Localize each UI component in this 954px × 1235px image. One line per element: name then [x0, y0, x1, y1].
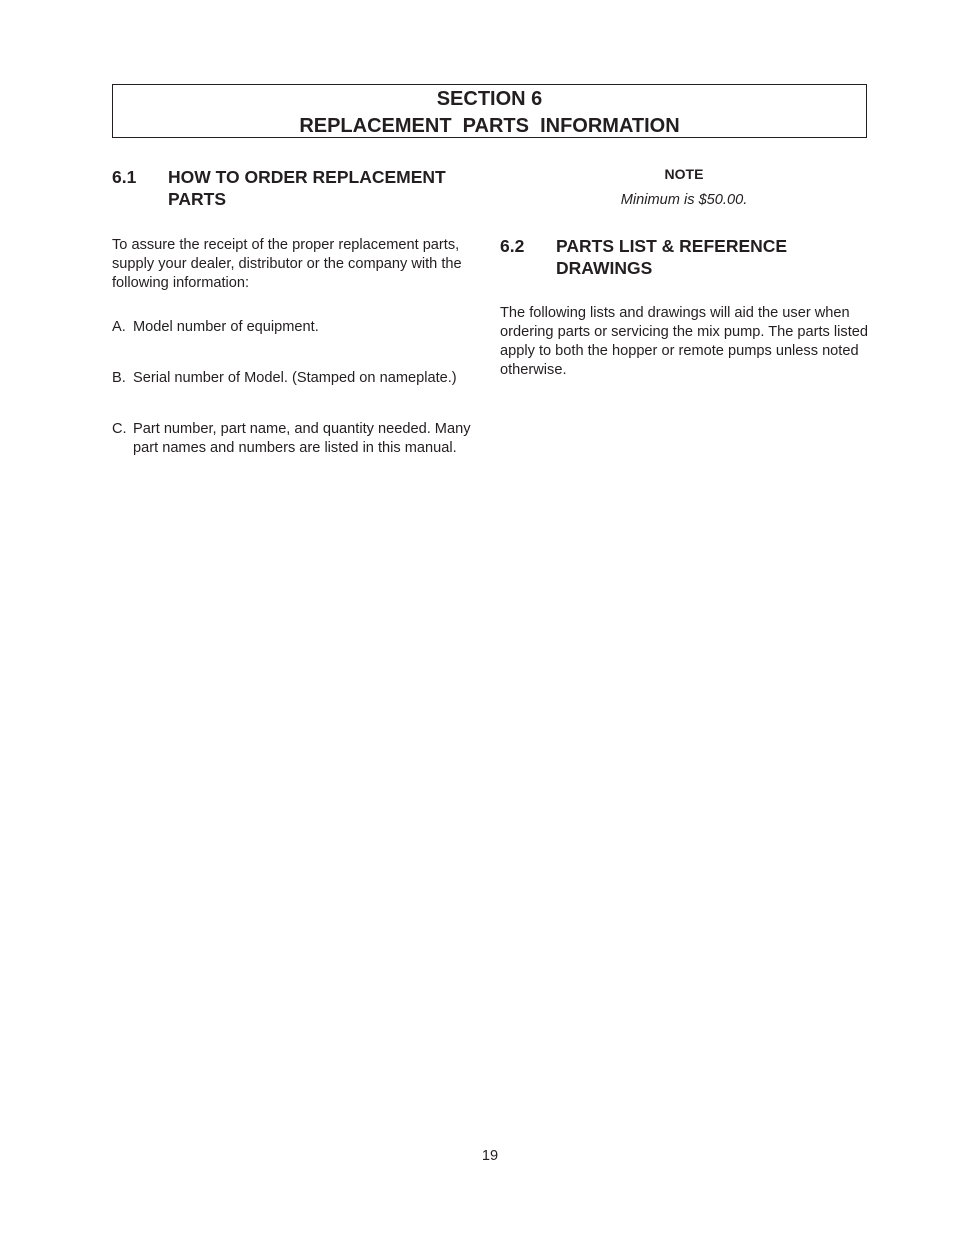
order-item-a-letter: A. — [112, 319, 126, 335]
order-item-c-text: Part number, part name, and quantity needed. Many part names and numbers are listed in this manual. — [133, 421, 471, 456]
order-item-b-text: Serial number of Model. (Stamped on nameplate.) — [133, 370, 457, 386]
order-item-a — [112, 318, 488, 337]
section-header-box — [112, 84, 867, 138]
order-item-c — [112, 420, 488, 458]
note-text: Minimum is $50.00. — [620, 192, 748, 208]
section-title-heading: REPLACEMENT PARTS INFORMATION — [299, 115, 680, 137]
section-number-heading: SECTION 6 — [436, 88, 543, 110]
right-column — [500, 166, 876, 380]
note-label: NOTE — [664, 166, 704, 182]
left-column — [112, 166, 488, 458]
order-item-b-letter: B. — [112, 370, 126, 386]
section-6-2-number: 6.2 — [500, 236, 525, 256]
order-item-a-text: Model number of equipment. — [133, 319, 319, 335]
section-6-2-title: PARTS LIST & REFERENCE DRAWINGS — [556, 236, 788, 278]
parts-list-paragraph: The following lists and drawings will aid the user when ordering parts or servicing the mix pump. The parts listed apply to both the hopper or remote pumps unless noted otherwise. — [500, 305, 868, 378]
page-number: 19 — [481, 1148, 499, 1164]
order-item-c-letter: C. — [112, 421, 127, 437]
section-6-1-number: 6.1 — [112, 167, 137, 187]
section-6-1-title: HOW TO ORDER REPLACEMENT PARTS — [168, 167, 446, 209]
section-6-1-heading — [112, 166, 488, 210]
section-6-2-heading — [500, 235, 876, 279]
order-item-b — [112, 369, 488, 388]
order-intro-paragraph: To assure the receipt of the proper replacement parts, supply your dealer, distributor or the company with the following information: — [112, 237, 462, 291]
